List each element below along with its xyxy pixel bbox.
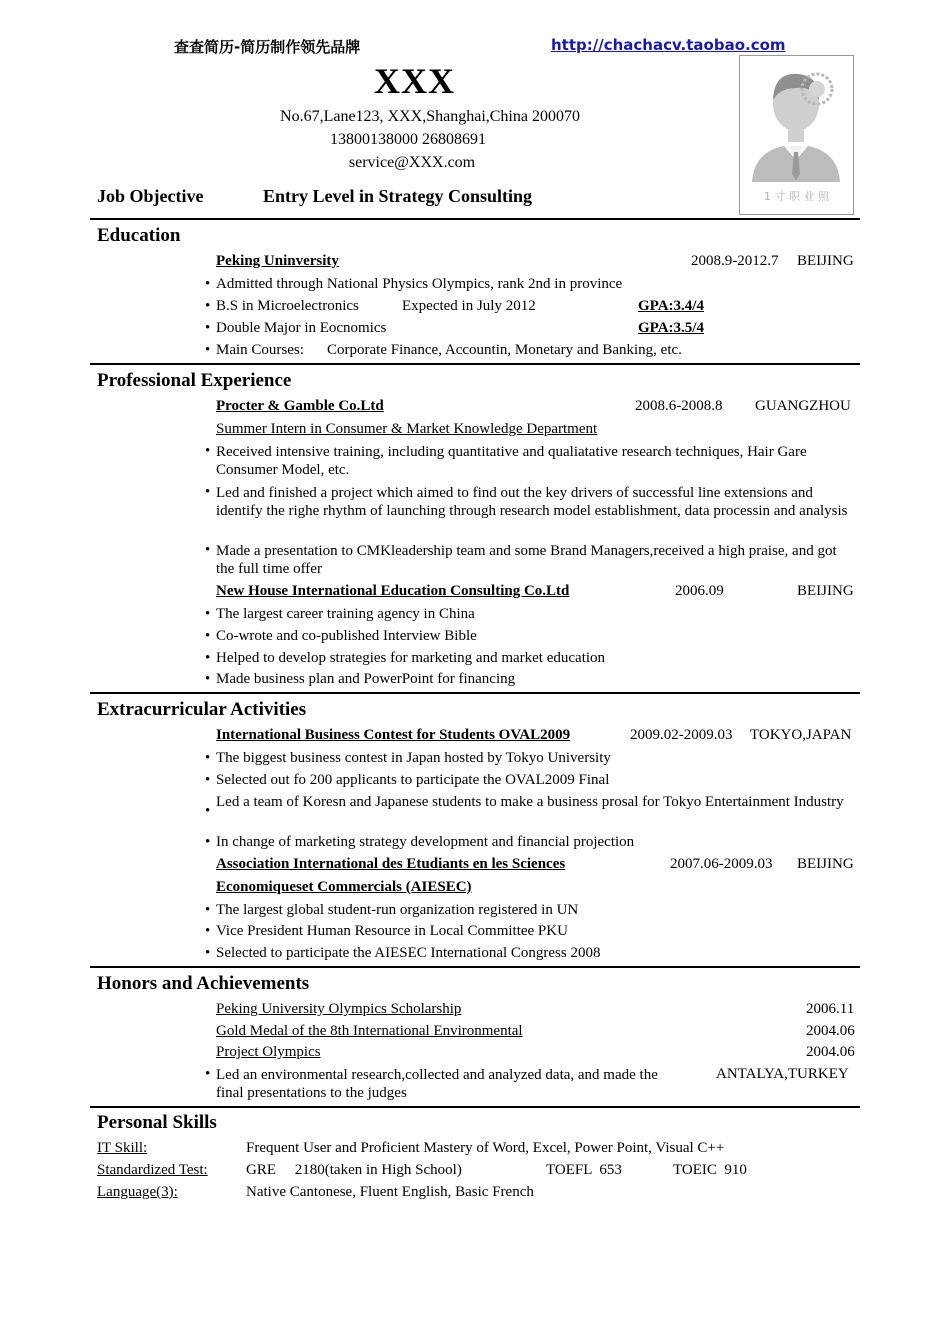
activity-location: BEIJING bbox=[797, 856, 854, 872]
header-link[interactable]: http://chachacv.taobao.com bbox=[551, 36, 786, 54]
activity-bullet: Selected to participate the AIESEC International Congress 2008 bbox=[216, 945, 601, 961]
job-bullet: Received intensive training, including quantitative and qualiatative research techniques, Hair Gare Consumer Model, etc. bbox=[216, 444, 807, 478]
honor-bullet: Led an environmental research,collected and analyzed data, and made the final presentations to the judges bbox=[216, 1067, 658, 1101]
education-school: Peking Uninversity bbox=[216, 253, 339, 269]
education-bullet: B.S in Microelectronics bbox=[216, 298, 359, 314]
job-dates: 2006.09 bbox=[675, 583, 724, 599]
education-bullet: Admitted through National Physics Olympics, rank 2nd in province bbox=[216, 276, 623, 292]
bullet: • bbox=[205, 923, 211, 939]
bullet: • bbox=[205, 834, 211, 850]
bullet: • bbox=[205, 772, 211, 788]
job-bullet: Helped to develop strategies for marketing and market education bbox=[216, 650, 606, 666]
divider bbox=[90, 218, 860, 220]
bullet: • bbox=[205, 671, 211, 687]
honor-name: Gold Medal of the 8th International Environmental bbox=[216, 1023, 523, 1039]
skill-toeic: TOEIC 910 bbox=[673, 1162, 747, 1178]
honor-name: Project Olympics bbox=[216, 1044, 321, 1060]
activity-dates: 2009.02-2009.03 bbox=[630, 727, 733, 743]
job-company: New House International Education Consulting Co.Ltd bbox=[216, 583, 570, 599]
bullet: • bbox=[205, 484, 211, 500]
phone-numbers: 13800138000 26808691 bbox=[330, 131, 486, 148]
activity-location: TOKYO,JAPAN bbox=[750, 727, 852, 743]
skill-value: Frequent User and Proficient Mastery of Word, Excel, Power Point, Visual C++ bbox=[246, 1140, 725, 1156]
activities-title: Extracurricular Activities bbox=[97, 699, 307, 720]
honor-location: ANTALYA,TURKEY bbox=[716, 1066, 849, 1082]
skill-label: IT Skill: bbox=[97, 1140, 148, 1156]
divider bbox=[90, 692, 860, 694]
brand-header: 查查简历-简历制作领先品牌 bbox=[174, 38, 361, 56]
education-gpa: GPA:3.4/4 bbox=[638, 298, 704, 314]
activity-bullet: The largest global student-run organization registered in UN bbox=[216, 902, 579, 918]
bullet: • bbox=[205, 902, 211, 918]
bullet: • bbox=[205, 606, 211, 622]
education-bullet: Double Major in Eocnomics bbox=[216, 320, 387, 336]
education-title: Education bbox=[97, 225, 181, 246]
job-dates: 2008.6-2008.8 bbox=[635, 398, 723, 414]
education-expected: Expected in July 2012 bbox=[402, 298, 536, 314]
email: service@XXX.com bbox=[348, 154, 476, 171]
job-role: Summer Intern in Consumer & Market Knowledge Department bbox=[216, 421, 598, 437]
honor-date: 2004.06 bbox=[806, 1044, 855, 1060]
honor-date: 2006.11 bbox=[806, 1001, 855, 1017]
bullet: • bbox=[205, 750, 211, 766]
activity-bullet: The biggest business contest in Japan hosted by Tokyo University bbox=[216, 750, 611, 766]
education-gpa: GPA:3.5/4 bbox=[638, 320, 704, 336]
activity-name: International Business Contest for Students OVAL2009 bbox=[216, 727, 571, 743]
bullet: • bbox=[205, 542, 211, 558]
divider bbox=[90, 363, 860, 365]
experience-title: Professional Experience bbox=[97, 370, 292, 391]
job-bullet: Co-wrote and co-published Interview Bible bbox=[216, 628, 477, 644]
bullet: • bbox=[205, 628, 211, 644]
bullet: • bbox=[205, 945, 211, 961]
profile-photo bbox=[739, 55, 854, 215]
address: No.67,Lane123, XXX,Shanghai,China 200070 bbox=[280, 108, 580, 125]
bullet: • bbox=[205, 1066, 211, 1082]
activity-bullet: Selected out fo 200 applicants to participate the OVAL2009 Final bbox=[216, 772, 610, 788]
education-location: BEIJING bbox=[797, 253, 854, 269]
honors-title: Honors and Achievements bbox=[97, 973, 310, 994]
skills-title: Personal Skills bbox=[97, 1112, 217, 1133]
divider bbox=[90, 1106, 860, 1108]
job-bullet: Led and finished a project which aimed to find out the key drivers of successful line extensions and identify the righe rhythm of launching through research model establishment, data processin and analysis bbox=[216, 485, 848, 519]
job-location: BEIJING bbox=[797, 583, 854, 599]
education-courses: Corporate Finance, Accountin, Monetary and Banking, etc. bbox=[327, 342, 682, 358]
job-company: Procter & Gamble Co.Ltd bbox=[216, 398, 384, 414]
bullet: • bbox=[205, 320, 211, 336]
bullet: • bbox=[205, 650, 211, 666]
activity-bullet: Led a team of Koresn and Japanese students to make a business prosal for Tokyo Entertainment Industry bbox=[216, 794, 844, 810]
job-bullet: Made business plan and PowerPoint for financing bbox=[216, 671, 516, 687]
activity-bullet: Vice President Human Resource in Local Committee PKU bbox=[216, 923, 568, 939]
education-dates: 2008.9-2012.7 bbox=[691, 253, 779, 269]
job-bullet: The largest career training agency in China bbox=[216, 606, 475, 622]
divider bbox=[90, 966, 860, 968]
skill-value: Native Cantonese, Fluent English, Basic French bbox=[246, 1184, 534, 1200]
objective-label: Job Objective bbox=[97, 186, 204, 206]
activity-dates: 2007.06-2009.03 bbox=[670, 856, 773, 872]
bullet: • bbox=[205, 276, 211, 292]
activity-bullet: In change of marketing strategy development and financial projection bbox=[216, 834, 635, 850]
candidate-name: XXX bbox=[374, 61, 455, 101]
skill-label: Language(3): bbox=[97, 1184, 178, 1200]
objective-value: Entry Level in Strategy Consulting bbox=[263, 186, 533, 206]
honor-date: 2004.06 bbox=[806, 1023, 855, 1039]
skill-label: Standardized Test: bbox=[97, 1162, 208, 1178]
skill-toefl: TOEFL 653 bbox=[546, 1162, 622, 1178]
bullet: • bbox=[205, 443, 211, 459]
education-bullet: Main Courses: bbox=[216, 342, 304, 358]
job-bullet: Made a presentation to CMKleadership team and some Brand Managers,received a high praise, and got the full time offer bbox=[216, 543, 837, 577]
bullet: • bbox=[205, 298, 211, 314]
activity-name: Economiqueset Commercials (AIESEC) bbox=[216, 879, 472, 895]
bullet: • bbox=[205, 803, 211, 819]
activity-name: Association International des Etudiants en les Sciences bbox=[216, 856, 566, 872]
photo-caption: 1 寸 职 业 照 bbox=[764, 190, 829, 203]
job-location: GUANGZHOU bbox=[755, 398, 851, 414]
skill-gre: GRE 2180(taken in High School) bbox=[246, 1162, 462, 1178]
bullet: • bbox=[205, 342, 211, 358]
honor-name: Peking University Olympics Scholarship bbox=[216, 1001, 462, 1017]
